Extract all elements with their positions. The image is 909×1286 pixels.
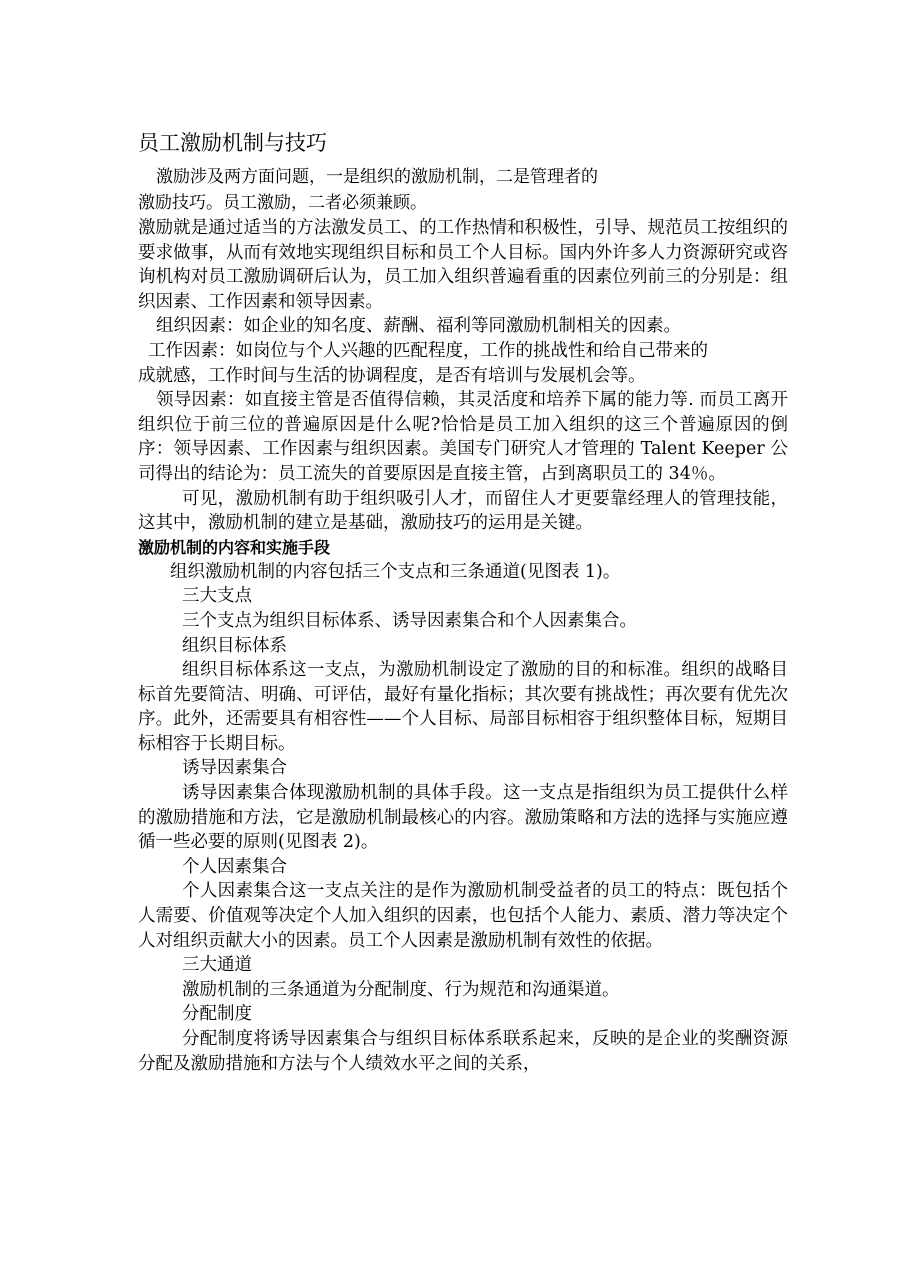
subheading-inducement-factors: 诱导因素集合 — [182, 758, 287, 779]
subheading-org-goal-system: 组织目标体系 — [182, 635, 287, 656]
subheading-three-channels: 三大通道 — [182, 955, 252, 976]
paragraph-org-goal-system: 组织目标体系这一支点，为激励机制设定了激励的目的和标准。组织的战略目标首先要简洁、明确、可评估，最好有量化指标；其次要有挑战性；再次要有优先次序。此外，还需要具有相容性——个人目标、局部目标相容于组织整体目标，短期目标相容于长期目标。 — [138, 660, 788, 754]
paragraph-work-factor-line1: 工作因素：如岗位与个人兴趣的匹配程度，工作的挑战性和给自己带来的 — [148, 340, 708, 361]
paragraph-three-pivots: 三个支点为组织目标体系、诱导因素集合和个人因素集合。 — [182, 610, 637, 631]
paragraph-three-channels: 激励机制的三条通道为分配制度、行为规范和沟通渠道。 — [182, 979, 620, 1000]
paragraph-distribution-system: 分配制度将诱导因素集合与组织目标体系联系起来，反映的是企业的奖酬资源分配及激励措施和方法与个人绩效水平之间的关系， — [138, 1029, 788, 1074]
subheading-distribution-system: 分配制度 — [182, 1004, 252, 1025]
paragraph-personal-factors: 个人因素集合这一支点关注的是作为激励机制受益者的员工的特点：既包括个人需要、价值观等决定个人加入组织的因素，也包括个人能力、素质、潜力等决定个人对组织贡献大小的因素。员工个人因素是激励机制有效性的依据。 — [138, 881, 788, 951]
section-heading: 激励机制的内容和实施手段 — [138, 537, 331, 557]
paragraph-work-factor-line2: 成就感，工作时间与生活的协调程度，是否有培训与发展机会等。 — [138, 365, 646, 386]
subheading-personal-factors: 个人因素集合 — [182, 856, 287, 877]
paragraph-org-factor: 组织因素：如企业的知名度、薪酬、福利等同激励机制相关的因素。 — [156, 316, 681, 337]
paragraph-content-overview: 组织激励机制的内容包括三个支点和三条通道(见图表 1)。 — [170, 561, 621, 582]
subheading-three-pivots: 三大支点 — [182, 586, 252, 607]
document-page — [138, 128, 788, 1076]
paragraph-conclusion: 可见，激励机制有助于组织吸引人才，而留住人才更要靠经理人的管理技能，这其中，激励机制的建立是基础，激励技巧的运用是关键。 — [138, 488, 788, 534]
document-title: 员工激励机制与技巧 — [138, 131, 327, 155]
paragraph-inducement-factors: 诱导因素集合体现激励机制的具体手段。这一支点是指组织为员工提供什么样的激励措施和方法，它是激励机制最核心的内容。激励策略和方法的选择与实施应遵循一些必要的原则(见图表 2)。 — [138, 783, 788, 853]
paragraph-definition: 激励就是通过适当的方法激发员工、的工作热情和积极性，引导、规范员工按组织的要求做事，从而有效地实现组织目标和员工个人目标。国内外许多人力资源研究或咨询机构对员工激励调研后认为，员工加入组织普遍看重的因素位列前三的分别是：组织因素、工作因素和领导因素。 — [138, 218, 788, 312]
paragraph-leader-factor: 领导因素：如直接主管是否值得信赖，其灵活度和培养下属的能力等. 而员工离开组织位于前三位的普遍原因是什么呢?恰恰是员工加入组织的这三个普遍原因的倒序：领导因素、工作因素与组织因素。美国专门研究人才管理的 Talent Keeper 公司得出的结论为：员工流失的首要原因是直接主管，占到离职员工的 34％。 — [138, 390, 788, 484]
intro-paragraph: 激励涉及两方面问题，一是组织的激励机制，二是管理者的激励技巧。员工激励，二者必须兼顾。 — [138, 167, 598, 213]
